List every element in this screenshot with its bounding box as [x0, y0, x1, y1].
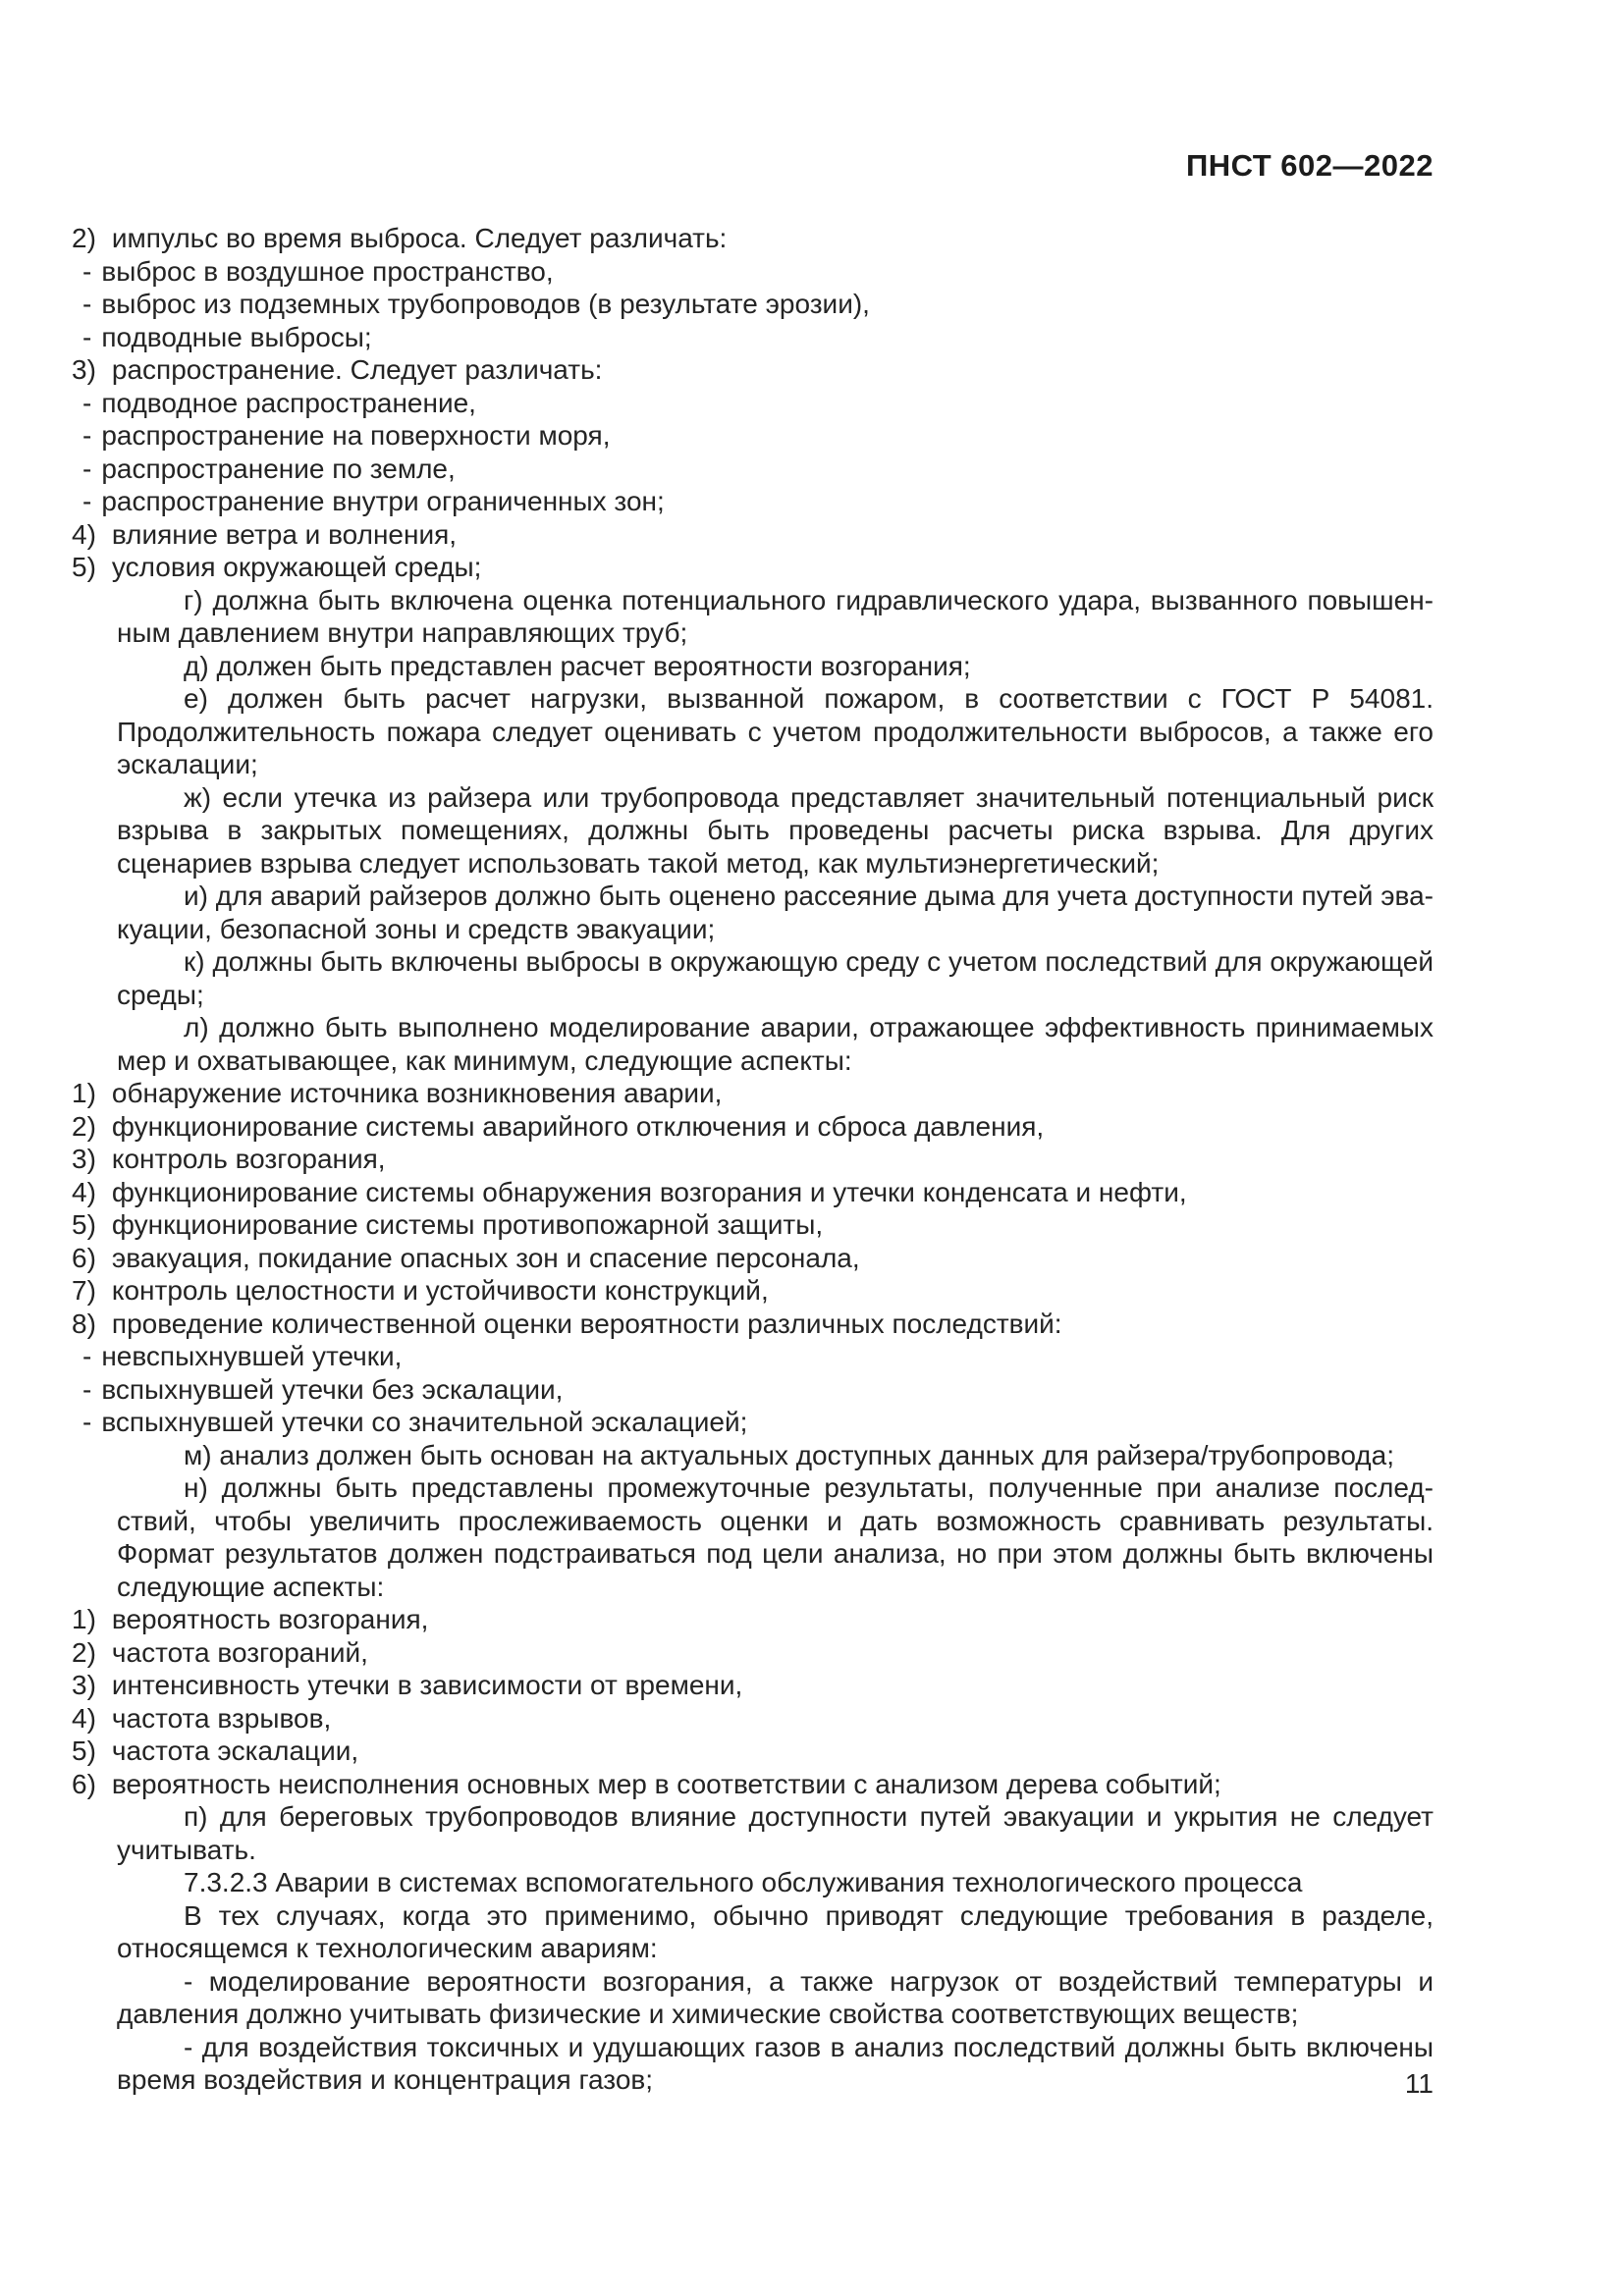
list-marker: 7): [72, 1275, 96, 1306]
paragraph: е) должен быть расчет нагрузки, вызванной пожаром, в соответствии с ГОСТ Р 54081. Продолжительность пожара следует оценивать с учетом продолжительности выбросов, а также его эскалации;: [117, 683, 1434, 779]
list-item-dash: [82, 1406, 1434, 1439]
list-marker: -: [82, 453, 92, 484]
list-item-dash: [82, 485, 1434, 518]
list-item-dash: [82, 321, 1434, 354]
list-item-numbered: [72, 1636, 1434, 1670]
paragraph: п) для береговых трубопроводов влияние доступности путей эвакуации и укрытия не следует учитывать.: [117, 1801, 1434, 1865]
list-item-text: условия окружающей среды;: [111, 552, 482, 582]
list-item-dash: [82, 255, 1434, 289]
list-item-dash: [82, 1373, 1434, 1407]
list-marker: 2): [72, 223, 96, 253]
list-item-text: функционирование системы обнаружения возгорания и утечки конденсата и нефти,: [111, 1176, 1187, 1207]
paragraph: В тех случаях, когда это применимо, обычно приводят следующие требования в разделе, относящемся к технологическим авариям:: [117, 1899, 1434, 1963]
list-item-numbered: [72, 1768, 1434, 1801]
list-item-text: выброс в воздушное пространство,: [101, 255, 554, 287]
paragraph: - для воздействия токсичных и удушающих газов в анализ последствий должны быть включены время воздействия и концентрация газов;: [117, 2031, 1434, 2095]
list-item-numbered: [72, 1110, 1434, 1144]
list-item-numbered: [72, 1242, 1434, 1275]
list-item-numbered: [72, 1077, 1434, 1110]
list-marker: 5): [72, 1209, 96, 1240]
list-marker: 4): [72, 1702, 96, 1734]
paragraph: к) должны быть включены выбросы в окружающую среду с учетом последствий для окружающей среды;: [117, 946, 1434, 1010]
list-item-dash: [82, 419, 1434, 453]
list-item-numbered: [72, 222, 1434, 255]
list-item-numbered: [72, 518, 1434, 552]
paragraph: д) должен быть представлен расчет вероятности возгорания;: [184, 650, 971, 681]
list-item-text: контроль возгорания,: [111, 1144, 386, 1174]
list-marker: -: [82, 289, 92, 319]
list-item-text: невспыхнувшей утечки,: [101, 1341, 403, 1371]
list-item-text: распространение на поверхности моря,: [101, 420, 611, 451]
list-marker: 1): [72, 1078, 96, 1108]
list-marker: -: [82, 420, 92, 451]
list-item-text: распространение. Следует различать:: [111, 354, 603, 385]
paragraph: 7.3.2.3 Аварии в системах вспомогательного обслуживания технологического процесса: [184, 1867, 1303, 1897]
list-item-text: распространение внутри ограниченных зон;: [101, 486, 665, 516]
paragraph: ж) если утечка из райзера или трубопровода представляет значительный потенциальный риск взрыва в закрытых помещениях, должны быть проведены расчеты риска взрыва. Для других сценариев взрыва следует использовать такой метод, как мультиэнергетический;: [117, 781, 1434, 879]
list-item-dash: [82, 1340, 1434, 1373]
list-item-dash: [82, 387, 1434, 420]
page-number: 11: [1404, 2068, 1434, 2099]
paragraph: м) анализ должен быть основан на актуальных доступных данных для райзера/трубопровода;: [184, 1439, 1394, 1470]
list-marker: 3): [72, 354, 96, 385]
list-marker: -: [82, 1407, 92, 1437]
list-item-text: контроль целостности и устойчивости конструкций,: [111, 1275, 769, 1306]
list-item-dash: [82, 288, 1434, 321]
list-marker: 2): [72, 1110, 96, 1142]
list-item-numbered: [72, 1669, 1434, 1702]
list-marker: 4): [72, 1176, 96, 1207]
list-marker: -: [82, 321, 92, 352]
list-item-text: функционирование системы противопожарной защиты,: [111, 1209, 824, 1240]
list-marker: 3): [72, 1144, 96, 1174]
list-item-text: вероятность неисполнения основных мер в соответствии с анализом дерева событий;: [111, 1768, 1221, 1799]
list-item-numbered: [72, 1208, 1434, 1242]
list-marker: 6): [72, 1242, 96, 1273]
list-marker: 6): [72, 1768, 96, 1799]
list-marker: 5): [72, 552, 96, 582]
list-item-text: интенсивность утечки в зависимости от времени,: [111, 1670, 743, 1700]
list-item-text: подводное распространение,: [101, 387, 476, 418]
list-item-text: частота эскалации,: [111, 1735, 359, 1766]
list-marker: 5): [72, 1735, 96, 1766]
list-item-text: импульс во время выброса. Следует различать:: [111, 223, 728, 253]
list-item-numbered: [72, 1274, 1434, 1308]
list-item-numbered: [72, 1702, 1434, 1735]
list-item-dash: [82, 453, 1434, 486]
list-marker: -: [82, 1341, 92, 1371]
list-item-text: эвакуация, покидание опасных зон и спасение персонала,: [111, 1242, 860, 1273]
list-marker: 2): [72, 1636, 96, 1668]
list-item-text: распространение по земле,: [101, 453, 456, 484]
list-item-text: вспыхнувшей утечки без эскалации,: [101, 1373, 564, 1405]
list-marker: -: [82, 255, 92, 287]
paragraph: г) должна быть включена оценка потенциального гидравлического удара, вызванного повышенным давлением внутри направляющих труб;: [117, 584, 1434, 648]
list-item-numbered: [72, 1308, 1434, 1341]
list-item-text: влияние ветра и волнения,: [111, 518, 458, 550]
list-marker: 8): [72, 1308, 96, 1339]
document-body: [72, 222, 1434, 2097]
list-item-text: функционирование системы аварийного отключения и сброса давления,: [111, 1110, 1045, 1142]
list-marker: -: [82, 1373, 92, 1405]
paragraph: - моделирование вероятности возгорания, а также нагрузок от воздействий температуры и давления должно учитывать физические и химические свойства соответствующих веществ;: [117, 1965, 1434, 2029]
list-item-numbered: [72, 1603, 1434, 1636]
list-item-numbered: [72, 1735, 1434, 1768]
list-marker: 4): [72, 518, 96, 550]
list-item-text: подводные выбросы;: [101, 321, 372, 352]
list-item-text: обнаружение источника возникновения аварии,: [111, 1078, 723, 1108]
list-item-text: частота возгораний,: [111, 1636, 368, 1668]
list-item-text: вероятность возгорания,: [111, 1604, 429, 1634]
list-item-text: частота взрывов,: [111, 1702, 332, 1734]
list-marker: -: [82, 486, 92, 516]
list-item-numbered: [72, 353, 1434, 387]
list-marker: 1): [72, 1604, 96, 1634]
paragraph: л) должно быть выполнено моделирование аварии, отражающее эффективность принимаемых мер и охватывающее, как минимум, следующие аспекты:: [117, 1012, 1434, 1076]
list-item-text: вспыхнувшей утечки со значительной эскалацией;: [101, 1407, 748, 1437]
list-item-text: проведение количественной оценки вероятности различных последствий:: [111, 1308, 1062, 1339]
paragraph: н) должны быть представлены промежуточные результаты, полученные при анализе последствий, чтобы увеличить прослеживаемость оценки и дать возможность сравнивать результаты. Формат результатов должен подстраиваться под цели анализа, но при этом должны быть включены следующие аспекты:: [117, 1472, 1434, 1602]
list-marker: 3): [72, 1670, 96, 1700]
list-item-numbered: [72, 1176, 1434, 1209]
document-code-header: ПНСТ 602—2022: [1185, 148, 1434, 183]
paragraph: и) для аварий райзеров должно быть оценено рассеяние дыма для учета доступности путей эвакуации, безопасной зоны и средств эвакуации;: [117, 881, 1434, 944]
list-item-text: выброс из подземных трубопроводов (в результате эрозии),: [101, 289, 870, 319]
list-item-numbered: [72, 1143, 1434, 1176]
list-item-numbered: [72, 551, 1434, 584]
list-marker: -: [82, 387, 92, 418]
